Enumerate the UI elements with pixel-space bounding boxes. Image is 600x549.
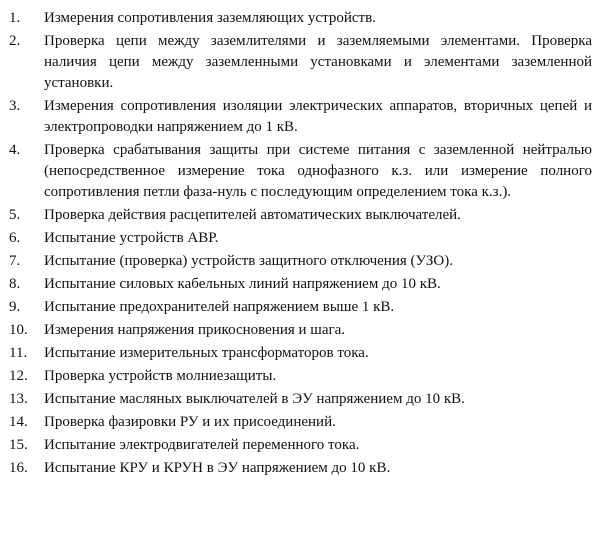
list-item	[9, 228, 592, 249]
item-text: Измерения сопротивления заземляющих устройств.	[44, 10, 376, 26]
item-number: 5.	[9, 207, 21, 223]
item-number: 6.	[9, 230, 21, 246]
item-number: 4.	[9, 142, 21, 158]
item-number: 7.	[9, 253, 21, 269]
item-text: Испытание измерительных трансформаторов тока.	[44, 345, 369, 361]
list-item	[9, 389, 592, 410]
list-item	[9, 343, 592, 364]
item-number: 14.	[9, 414, 28, 430]
item-number: 8.	[9, 276, 21, 292]
item-number: 10.	[9, 322, 28, 338]
list-item	[9, 140, 592, 203]
list-item	[9, 412, 592, 433]
item-number: 1.	[9, 10, 21, 26]
item-number: 9.	[9, 299, 21, 315]
item-text: Испытание КРУ и КРУН в ЭУ напряжением до 10 кВ.	[44, 460, 391, 476]
list-item	[9, 31, 592, 94]
list-item	[9, 458, 592, 479]
item-text: Испытание масляных выключателей в ЭУ напряжением до 10 кВ.	[44, 391, 465, 407]
list-item	[9, 435, 592, 456]
item-text: Проверка действия расцепителей автоматических выключателей.	[44, 207, 461, 223]
list-item	[9, 251, 592, 272]
list-item	[9, 205, 592, 226]
item-number: 15.	[9, 437, 28, 453]
item-text: Испытание (проверка) устройств защитного отключения (УЗО).	[44, 253, 454, 269]
item-text: Измерения напряжения прикосновения и шага.	[44, 322, 346, 338]
item-text: Проверка цепи между заземлителями и заземляемыми элементами. Проверка наличия цепи между заземленными установками и элементами заземленной установки.	[44, 33, 592, 91]
item-number: 16.	[9, 460, 28, 476]
item-number: 13.	[9, 391, 28, 407]
item-text: Испытание предохранителей напряжением выше 1 кВ.	[44, 299, 395, 315]
item-text: Измерения сопротивления изоляции электрических аппаратов, вторичных цепей и электропроводки напряжением до 1 кВ.	[44, 98, 592, 135]
item-text: Испытание электродвигателей переменного тока.	[44, 437, 360, 453]
list-item	[9, 320, 592, 341]
test-list	[9, 8, 592, 479]
list-item	[9, 366, 592, 387]
item-number: 3.	[9, 98, 21, 114]
item-number: 12.	[9, 368, 28, 384]
list-item	[9, 297, 592, 318]
item-text: Испытание устройств АВР.	[44, 230, 219, 246]
item-number: 11.	[9, 345, 28, 361]
list-item	[9, 274, 592, 295]
list-item	[9, 8, 592, 29]
item-number: 2.	[9, 33, 21, 49]
item-text: Испытание силовых кабельных линий напряжением до 10 кВ.	[44, 276, 441, 292]
item-text: Проверка фазировки РУ и их присоединений.	[44, 414, 336, 430]
item-text: Проверка устройств молниезащиты.	[44, 368, 277, 384]
list-item	[9, 96, 592, 138]
item-text: Проверка срабатывания защиты при системе питания с заземленной нейтралью (непосредственное измерение тока однофазного к.з. или измерение полного сопротивления петли фаза-нуль с последующим определением тока к.з.).	[44, 142, 592, 200]
